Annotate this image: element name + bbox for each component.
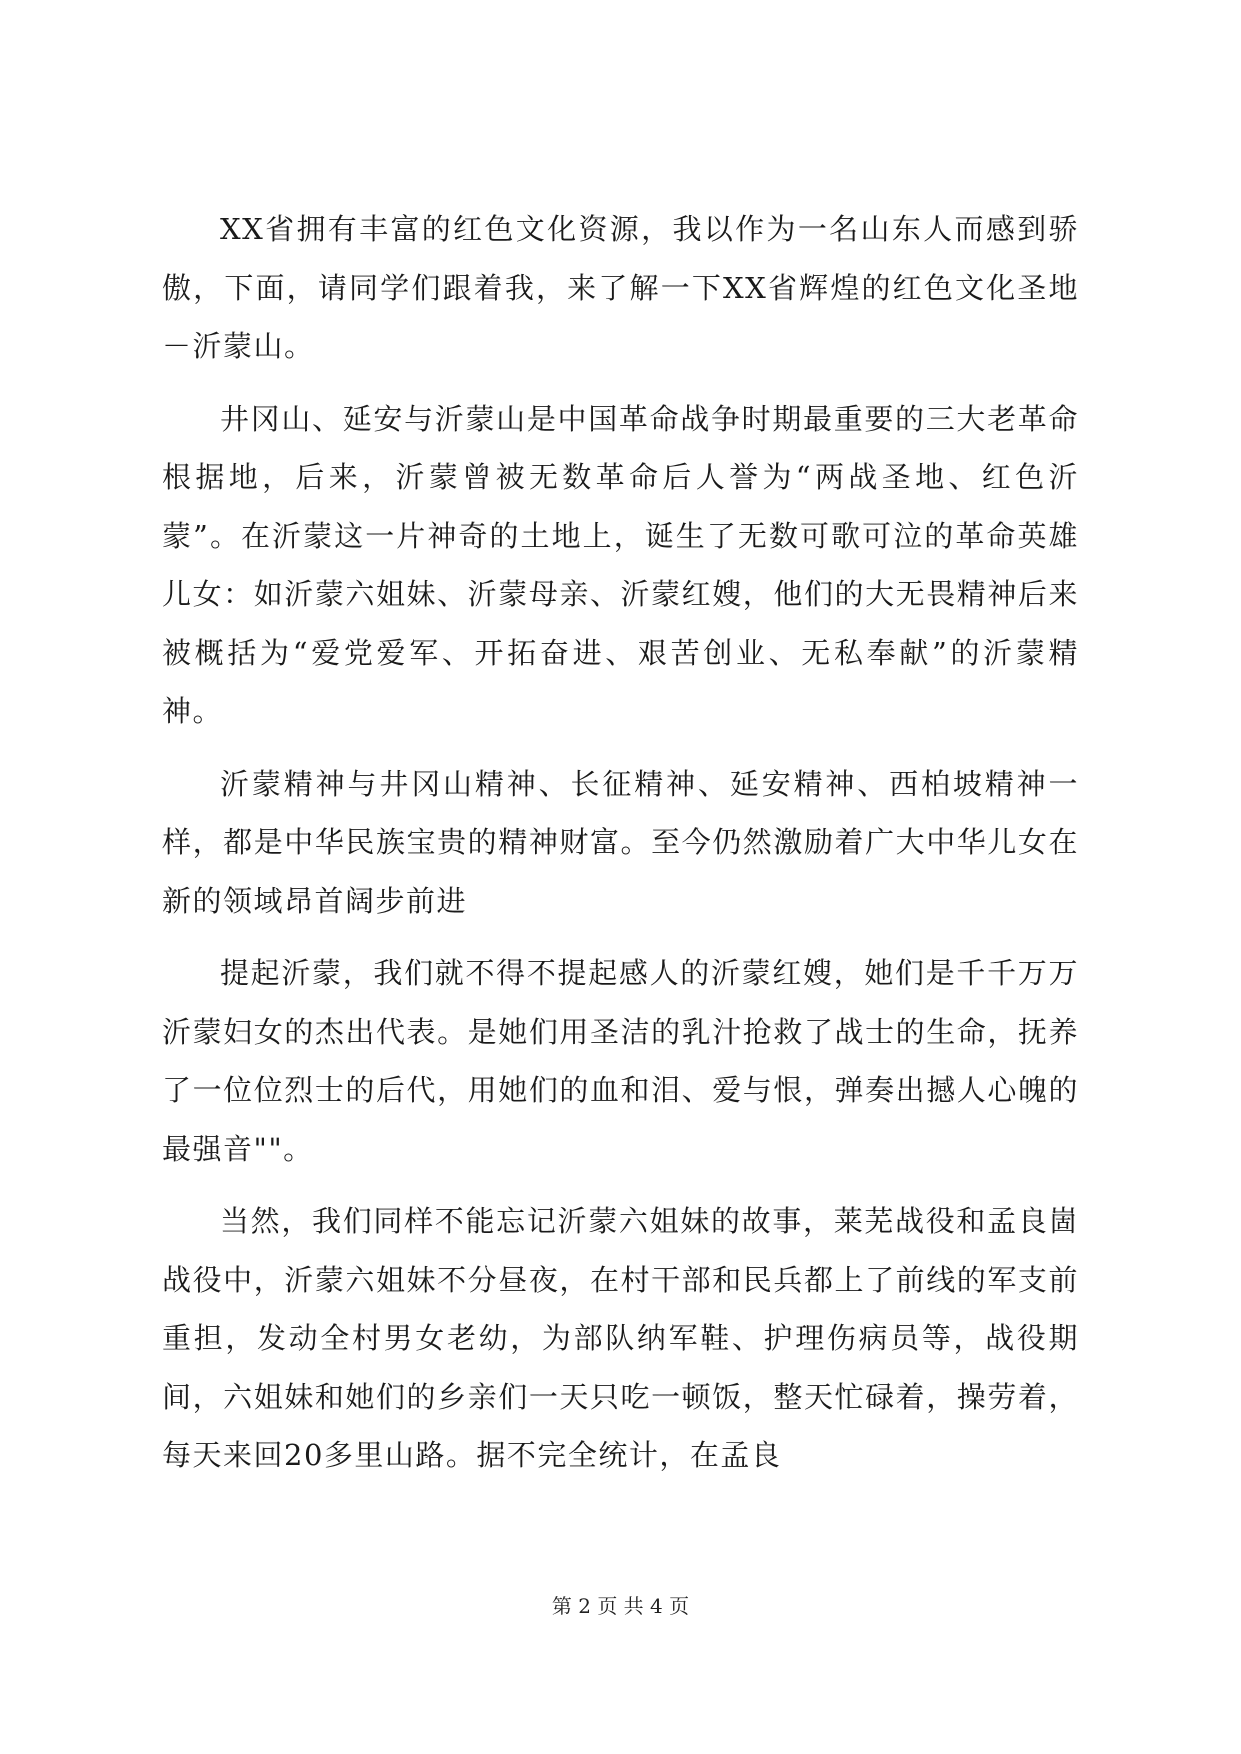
- paragraph-4: 提起沂蒙，我们就不得不提起感人的沂蒙红嫂，她们是千千万万沂蒙妇女的杰出代表。是她们用圣洁的乳汁抢救了战士的生命，抚养了一位位烈士的后代，用她们的血和泪、爱与恨，弹奏出撼人心魄的最强音""。: [162, 956, 1079, 1166]
- paragraph-2: 井冈山、延安与沂蒙山是中国革命战争时期最重要的三大老革命根据地，后来，沂蒙曾被无数革命后人誉为“两战圣地、红色沂蒙”。在沂蒙这一片神奇的土地上，诞生了无数可歌可泣的革命英雄儿女：如沂蒙六姐妹、沂蒙母亲、沂蒙红嫂，他们的大无畏精神后来被概括为“爱党爱军、开拓奋进、艰苦创业、无私奉献”的沂蒙精神。: [162, 401, 1079, 728]
- paragraph-1: XX省拥有丰富的红色文化资源，我以作为一名山东人而感到骄傲，下面，请同学们跟着我，来了解一下XX省辉煌的红色文化圣地－沂蒙山。: [162, 212, 1079, 363]
- paragraph-3: 沂蒙精神与井冈山精神、长征精神、延安精神、西柏坡精神一样，都是中华民族宝贵的精神财富。至今仍然激励着广大中华儿女在新的领域昂首阔步前进: [162, 766, 1079, 918]
- paragraph-5: 当然，我们同样不能忘记沂蒙六姐妹的故事，莱芜战役和孟良崮战役中，沂蒙六姐妹不分昼夜，在村干部和民兵都上了前线的军支前重担，发动全村男女老幼，为部队纳军鞋、护理伤病员等，战役期间，六姐妹和她们的乡亲们一天只吃一顿饭，整天忙碌着，操劳着，每天来回20多里山路。据不完全统计，在孟良: [162, 1204, 1079, 1472]
- document-body: [162, 200, 1079, 1499]
- page-footer: 第 2 页 共 4 页: [551, 1594, 690, 1618]
